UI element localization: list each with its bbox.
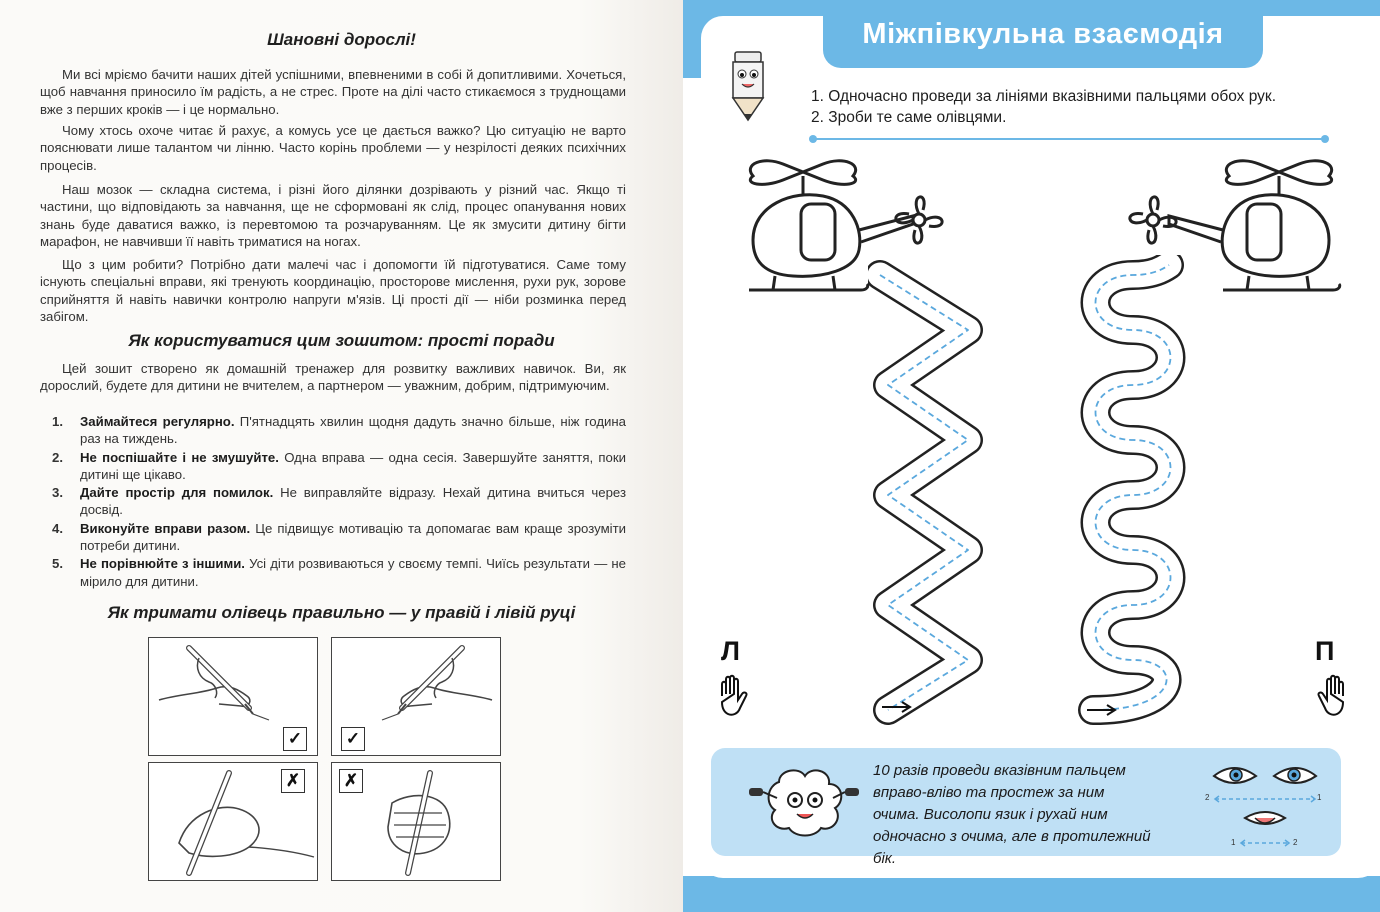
divider-dot [809, 135, 817, 143]
correct-mark: ✓ [341, 727, 365, 751]
eye-direction-left-number: 2 [1205, 793, 1210, 802]
mouth-direction-arrow-icon [1239, 839, 1291, 847]
correct-mark: ✓ [283, 727, 307, 751]
eye-direction-right-number: 1 [1317, 793, 1322, 802]
left-hand-label: Л [721, 636, 740, 666]
divider-dot [1321, 135, 1329, 143]
mouth-tongue-icon [1241, 808, 1289, 832]
intro-paragraph: Цей зошит створено як домашній тренажер для розвитку важливих навичок. Ви, як дорослий, будете для дитини не вчителем, а партнером — уважним, добрим, підтримуючим. [40, 361, 626, 394]
left-page [0, 0, 683, 912]
wrong-mark: ✗ [281, 769, 305, 793]
instruction-2: 2. Зроби те саме олівцями. [811, 109, 1007, 126]
tip-item: 5. Не порівнюйте з іншими. Усі діти розвиваються у своєму темпі. Чиїсь результати — не мірило для дитини. [52, 556, 626, 589]
bubble-instruction-text: 10 разів проведи вказівним пальцем вправо-вліво та простеж за ним очима. Висолопи язик і рухай ним одночасно з очима, але в протилежний бік. [873, 762, 1151, 867]
paragraph-2: Чому хтось охоче читає й рахує, а комусь усе це дається важко? Цю ситуацію не варто пояснювати лише талантом чи лінню. Часто корінь проблеми — у незрілості деяких психічних процесів. [40, 123, 626, 173]
paragraph-4: Що з цим робити? Потрібно дати малечі час і допомогти їй підготуватися. Саме тому існують спеціальні вправи, які тренують координацію, просторове мислення, рухи рук, зорове сприйняття й навіть навички контролю напруги м'язів. Ці прості дії — ніби розминка перед забігом. [40, 257, 626, 324]
brain-mascot-icon [749, 762, 859, 846]
bottom-band [683, 876, 1380, 912]
pencil-mascot-icon [723, 44, 773, 124]
eye-direction-arrow-icon [1213, 795, 1317, 803]
pencil-title: Як тримати олівець правильно — у правій і лівій руці [107, 603, 576, 622]
left-page-title: Шановні дорослі! [267, 30, 416, 49]
tip-item: 3. Дайте простір для помилок. Не виправляйте відразу. Нехай дитина вчиться через досвід. [52, 485, 627, 518]
left-hand-icon [716, 674, 750, 718]
wave-trace-path [1073, 255, 1213, 730]
divider-line [813, 138, 1325, 140]
tip-item: 2. Не поспішайте і не змушуйте. Одна вправа — одна сесія. Завершуйте заняття, поки дитині ще цікаво. [52, 449, 626, 482]
tip-item: 4. Виконуйте вправи разом. Це підвищує мотивацію та допомагає вам краще зрозуміти потреби дитини. [52, 520, 626, 554]
exercise-title: Міжпівкульна взаємодія [862, 18, 1224, 50]
zigzag-trace-path [868, 255, 1008, 730]
eyes-icon [1210, 760, 1330, 800]
mouth-direction-right-number: 2 [1293, 838, 1298, 847]
paragraph-1: Ми всі мріємо бачити наших дітей успішними, впевненими в собі й допитливими. Хочеться, щоб навчання приносило їм радість, а не стрес. Проте на ділі часто стикаємося з труднощами вже з перших кроків — і це нормально. [40, 67, 626, 117]
tips-list [52, 413, 626, 591]
right-hand-label: П [1315, 636, 1335, 666]
right-hand-icon [1315, 674, 1349, 718]
instruction-1: 1. Одночасно проведи за лініями вказівними пальцями обох рук. [811, 88, 1277, 105]
paragraph-3: Наш мозок — складна система, і різні його ділянки дозрівають у різний час. Якщо ті частини, що відповідають за навчання, ще не сформовані як слід, процес опанування нових знань буде даватися важко, із перевтомою та розчаруванням. Це як змусити дитину бігти марафон, не навчивши її навіть триматися на ногах. [40, 182, 626, 249]
right-page [683, 0, 1380, 912]
tips-subtitle: Як користуватися цим зошитом: прості поради [128, 331, 555, 350]
mouth-direction-left-number: 1 [1231, 838, 1236, 847]
wrong-mark: ✗ [339, 769, 363, 793]
tip-item: 1. Займайтеся регулярно. П'ятнадцять хвилин щодня дадуть значно більше, ніж година раз на тиждень. [52, 414, 626, 447]
